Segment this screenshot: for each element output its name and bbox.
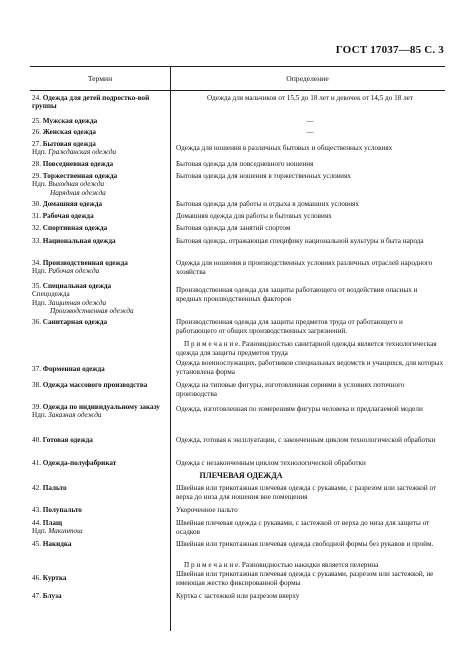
definition-note xyxy=(176,561,444,570)
term-cell xyxy=(32,592,162,600)
term-cell xyxy=(32,160,162,168)
definition-cell: Одежда с незаконченным циклом технологической обработки xyxy=(176,459,366,467)
term-number: 25. xyxy=(32,117,41,125)
nonstandard-term: Рабочая одежда xyxy=(48,267,100,276)
definition-cell: Производственная одежда для защиты работающего от воздействия опасных и вредных производственных факторов xyxy=(176,286,418,304)
definition-note xyxy=(176,340,444,358)
term-number: 46. xyxy=(32,574,41,582)
definition-cell: Одежда для мальчиков от 15,5 до 18 лет и девочек от 14,5 до 18 лет xyxy=(207,94,413,102)
term-name: Рабочая одежда xyxy=(42,212,94,220)
term-cell xyxy=(32,459,162,467)
term-cell xyxy=(32,237,162,245)
note-text: Разновидностью санитарной одежды является технологическая одежда для защиты предметов труда xyxy=(176,340,437,358)
term-number: 38. xyxy=(32,381,41,389)
page-header: ГОСТ 17037—85 С. 3 xyxy=(335,44,444,56)
column-header-term: Термин xyxy=(87,74,113,83)
definition-cell: Одежда, готовая к эксплуатации, с законченным циклом технологической обработки xyxy=(176,436,436,444)
term-number: 37. xyxy=(32,365,41,373)
section-title: ПЛЕЧЕВАЯ ОДЕЖДА xyxy=(199,471,283,480)
definition-cell: Одежда на типовые фигуры, изготовленная сериями в условиях поточного производства xyxy=(176,381,405,399)
term-number: 33. xyxy=(32,237,41,245)
nonstandard-prefix: Ндп. xyxy=(32,527,47,536)
definition-cell: Одежда военнослужащих, работников специальных ведомств и учащихся, для которых установлена форма xyxy=(176,359,444,377)
nonstandard-prefix: Ндп. xyxy=(32,148,47,157)
term-name: Торжественная одежда xyxy=(42,172,118,180)
term-name: Повседневная одежда xyxy=(42,160,114,168)
term-name: Готовая одежда xyxy=(42,436,93,444)
note-text: Разновидностью накидки является пелерина xyxy=(241,561,379,569)
term-cell xyxy=(32,436,162,444)
definition-cell: Производственная одежда для защиты предметов труда от работающего и работающего от общих производственных загрязнений. xyxy=(176,318,403,336)
term-number: 43. xyxy=(32,506,41,514)
nonstandard-term: Выходная одежда xyxy=(48,180,105,189)
terms-table xyxy=(30,66,445,631)
note-label: П р и м е ч а н и е. xyxy=(184,340,241,348)
term-number: 47. xyxy=(32,592,41,600)
term-cell xyxy=(32,519,162,536)
term-cell xyxy=(32,484,162,492)
term-number: 28. xyxy=(32,160,41,168)
term-number: 27. xyxy=(32,140,41,148)
term-number: 29. xyxy=(32,172,41,180)
term-cell xyxy=(32,94,162,111)
column-divider xyxy=(170,66,171,631)
term-cell xyxy=(32,506,162,514)
term-name: Полупальто xyxy=(42,506,82,514)
term-name: Спортивная одежда xyxy=(42,224,108,232)
term-number: 24. xyxy=(32,94,41,102)
definition-cell: Швейная или трикотажная плечевая одежда с рукавами, разрезом или застежкой, не имеющая жестко фиксированной формы xyxy=(176,570,434,588)
term-number: 39. xyxy=(32,403,41,411)
term-cell xyxy=(32,140,162,157)
term-cell xyxy=(32,117,162,125)
term-number: 36. xyxy=(32,318,41,326)
term-name: Одежда по индивидуальному заказу xyxy=(42,403,160,411)
nonstandard-prefix: Ндп. xyxy=(32,411,47,420)
term-name: Форменная одежда xyxy=(42,365,105,373)
term-number: 35. xyxy=(32,282,41,290)
definition-cell: Одежда для ношения в различных бытовых и общественных условиях xyxy=(176,144,393,152)
definition-cell: — xyxy=(306,117,314,125)
term-name: Одежда для детей подростко-вой группы xyxy=(32,94,150,111)
definition-cell: Швейная или трикотажная плечевая одежда с рукавами, с разрезом или застежкой от верха до низа для ношения вне помещения xyxy=(176,484,437,502)
synonym-term: Спецодежда xyxy=(32,290,70,299)
term-cell xyxy=(32,403,162,420)
definition-cell: Одежда, изготовленная по измерениям фигуры человека и предлагаемой модели xyxy=(176,405,423,413)
term-name: Женская одежда xyxy=(42,128,97,136)
term-number: 30. xyxy=(32,200,41,208)
term-cell xyxy=(32,318,162,326)
definition-cell: Бытовая одежда для ношения в торжественных условиях xyxy=(176,172,351,180)
definition-cell: — xyxy=(306,128,314,136)
term-name: Национальная одежда xyxy=(42,237,116,245)
term-cell xyxy=(32,200,162,208)
term-name: Блуза xyxy=(42,592,62,600)
nonstandard-term: Нарядная одежда xyxy=(50,188,106,197)
term-name: Куртка xyxy=(42,574,67,582)
term-cell xyxy=(32,259,162,276)
nonstandard-term: Защитная одежда xyxy=(48,298,107,307)
term-name: Производственная одежда xyxy=(42,259,128,267)
nonstandard-prefix: Ндп. xyxy=(32,180,47,189)
term-number: 32. xyxy=(32,224,41,232)
term-name: Мужская одежда xyxy=(42,117,98,125)
term-number: 40. xyxy=(32,436,41,444)
term-number: 31. xyxy=(32,212,41,220)
term-name: Пальто xyxy=(42,484,67,492)
nonstandard-term: Гражданская одежда xyxy=(48,148,117,157)
definition-cell: Бытовая одежда для повседневного ношения xyxy=(176,160,314,168)
term-cell xyxy=(32,540,162,548)
nonstandard-term: Заказная одежда xyxy=(48,411,102,420)
term-number: 42. xyxy=(32,484,41,492)
nonstandard-prefix: Ндп. xyxy=(32,298,47,307)
definition-cell: Бытовая одежда для занятий спортом xyxy=(176,224,291,232)
definition-cell: Бытовая одежда, отражающая специфику национальной культуры и быта народа xyxy=(176,237,424,245)
term-name: Санитарная одежда xyxy=(42,318,108,326)
term-name: Специальная одежда xyxy=(42,282,112,290)
definition-cell: Домашняя одежда для работы в бытовых условиях xyxy=(176,212,332,220)
term-name: Бытовая одежда xyxy=(42,140,96,148)
note-label: П р и м е ч а н и е. xyxy=(184,561,241,569)
term-cell xyxy=(32,172,162,197)
definition-cell: Бытовая одежда для работы и отдыха в домашних условиях xyxy=(176,200,359,208)
term-cell xyxy=(32,128,162,136)
term-name: Домашняя одежда xyxy=(42,200,103,208)
term-number: 26. xyxy=(32,128,41,136)
nonstandard-prefix: Ндп. xyxy=(32,267,47,276)
term-cell xyxy=(32,224,162,232)
definition-cell: Швейная или трикотажная плечевая одежда свободной формы без рукавов и пройм. xyxy=(176,540,434,548)
nonstandard-term: Макинтош xyxy=(48,527,83,536)
column-header-definition: Определение xyxy=(286,74,329,83)
table-head-rule xyxy=(30,90,445,91)
term-name: Одежда массового производства xyxy=(42,381,148,389)
term-cell xyxy=(32,282,162,316)
nonstandard-term: Производственная одежда xyxy=(50,307,134,316)
term-number: 34. xyxy=(32,259,41,267)
term-name: Одежда-полуфабрикат xyxy=(42,459,117,467)
term-cell xyxy=(32,381,162,389)
term-cell xyxy=(32,365,162,373)
term-name: Накидка xyxy=(42,540,72,548)
term-number: 44. xyxy=(32,519,41,527)
term-name: Плащ xyxy=(42,519,63,527)
term-cell xyxy=(32,574,162,582)
definition-cell: Куртка с застежкой или разрезом вверху xyxy=(176,592,300,600)
definition-cell: Одежда для ношения в производственных условиях различных отраслей народного хозяйства xyxy=(176,259,433,277)
table-top-rule xyxy=(30,66,445,67)
definition-cell: Швейная плечевая одежда с рукавами, с застежкой от верха до низа для защиты от осадков xyxy=(176,519,430,537)
term-cell xyxy=(32,212,162,220)
term-number: 45. xyxy=(32,540,41,548)
term-number: 41. xyxy=(32,459,41,467)
definition-cell: Укороченное пальто xyxy=(176,506,238,514)
